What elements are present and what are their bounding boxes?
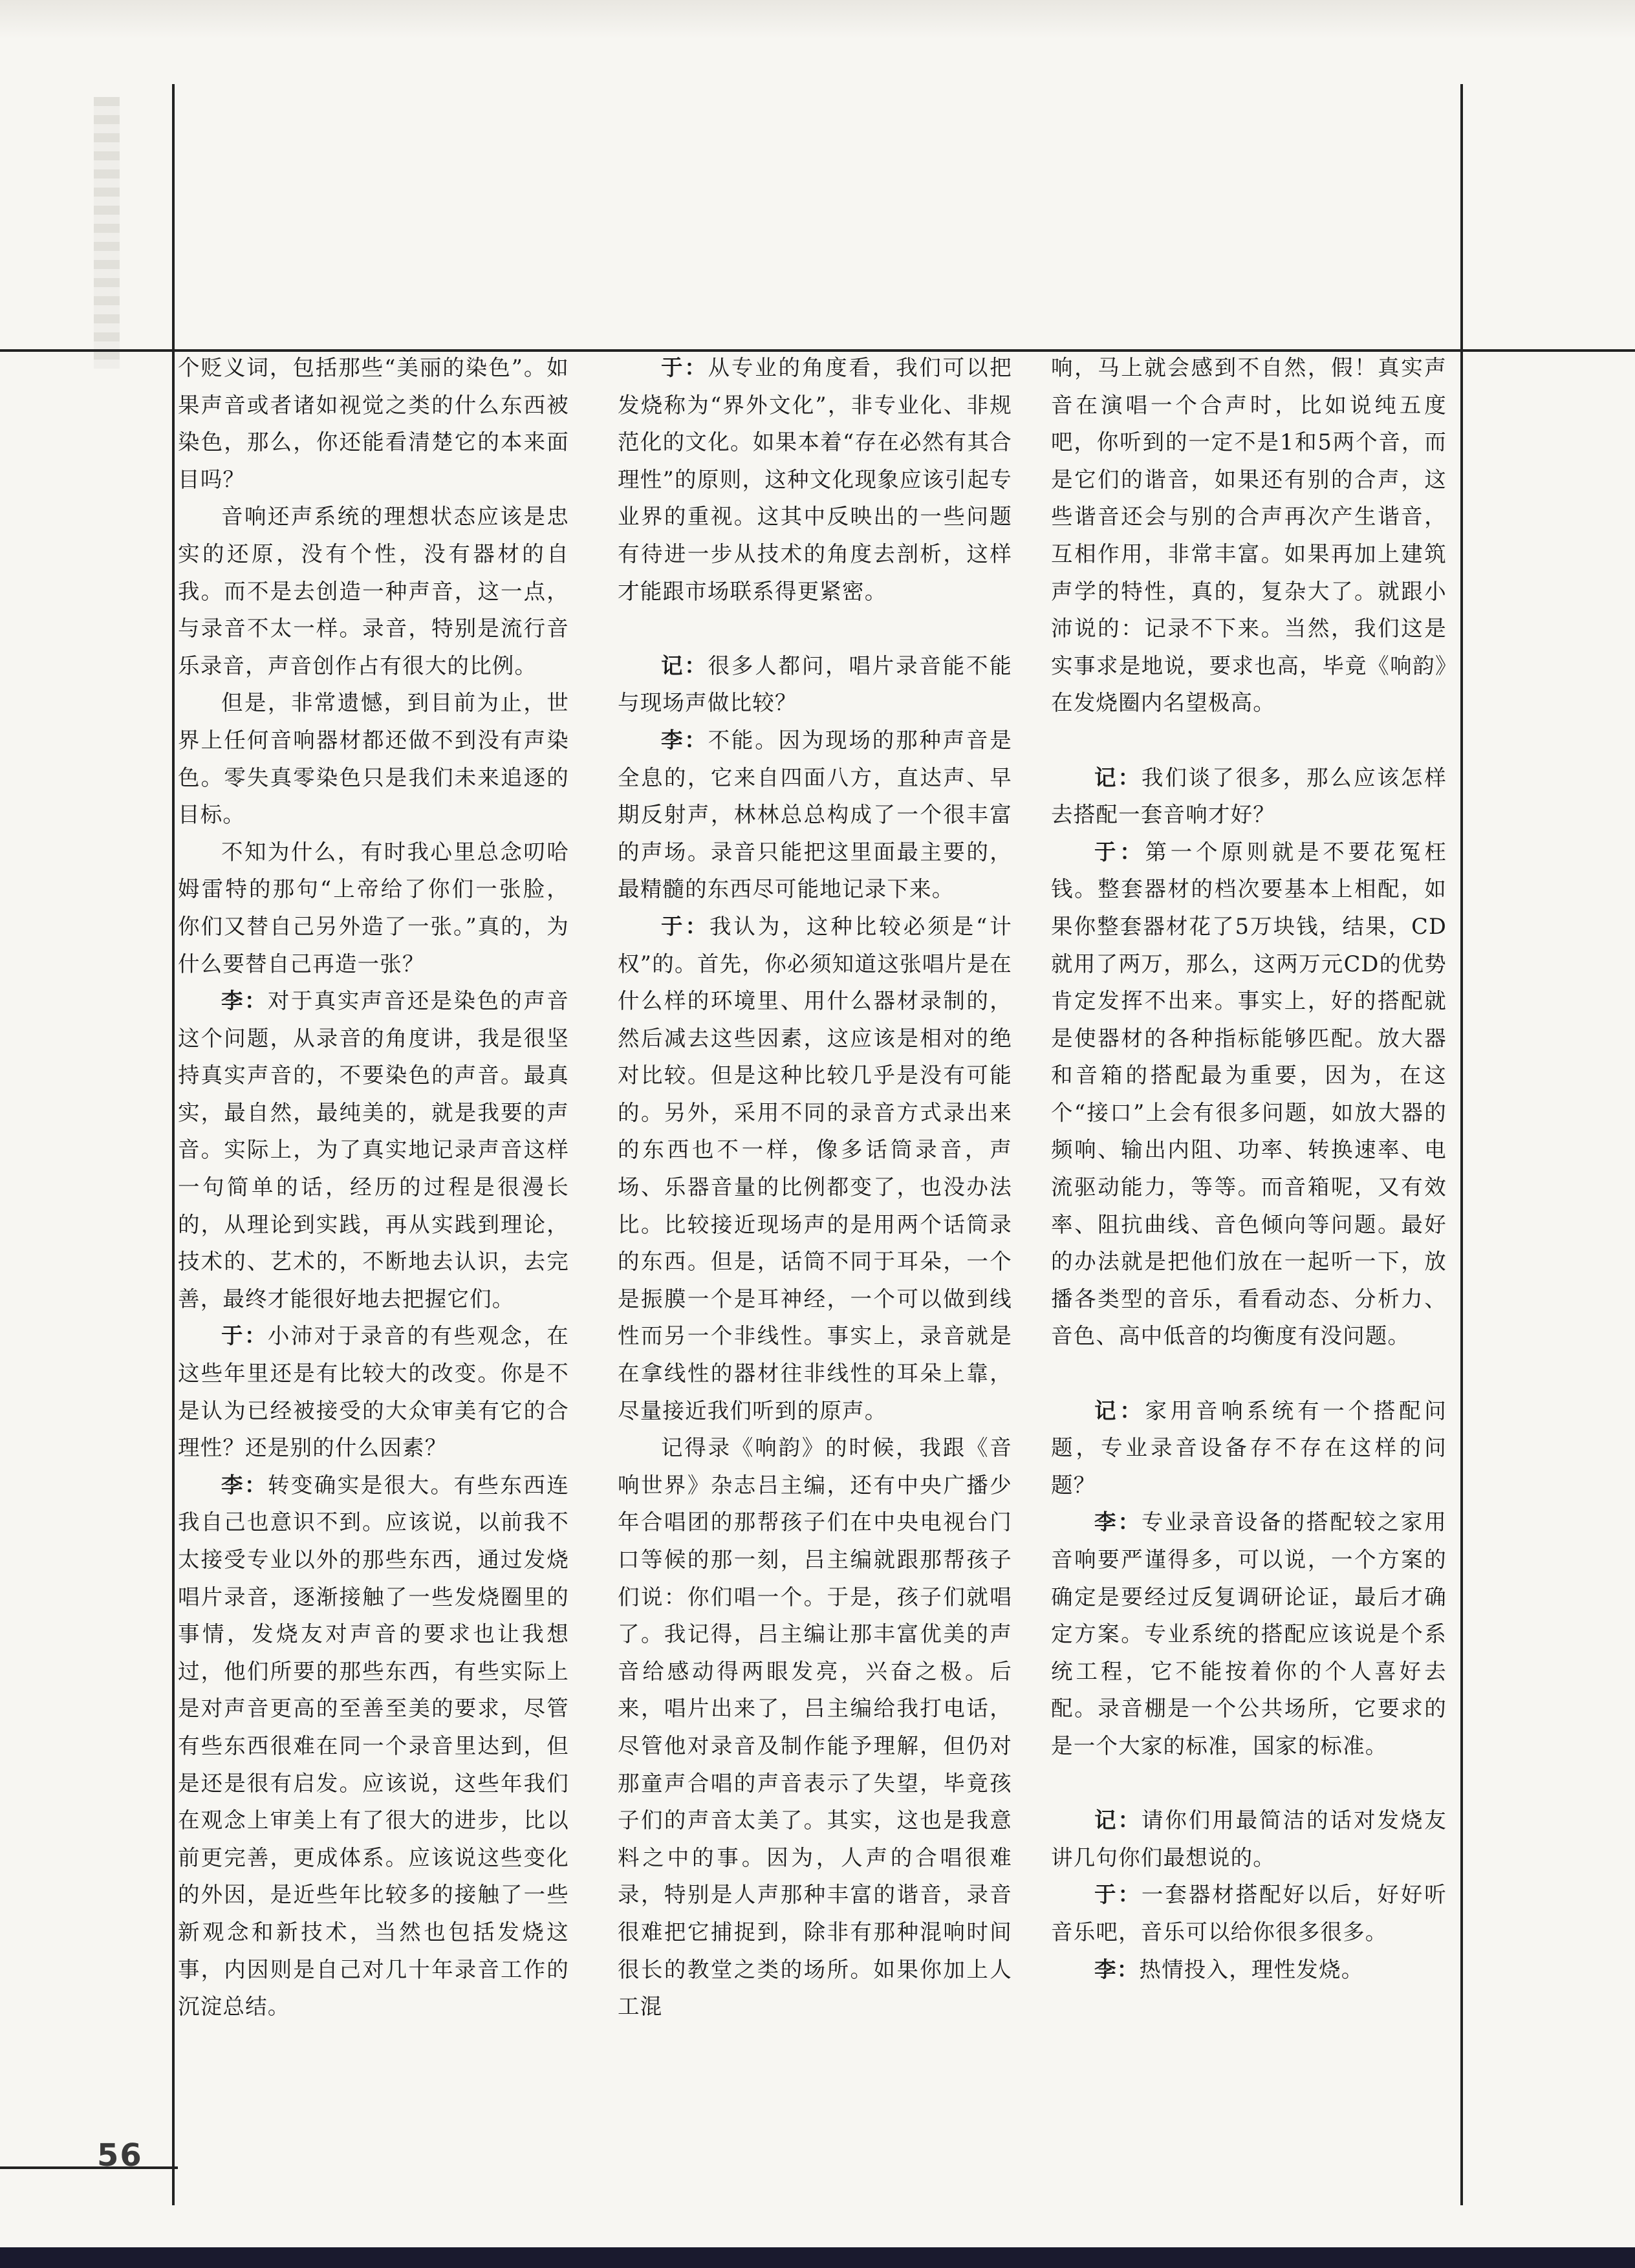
paragraph-text: 我认为，这种比较必须是“计权”的。首先，你必须知道这张唱片是在什么样的环境里、用什么器材录制的，然后减去这些因素，这应该是相对的绝对比较。但是这种比较几乎是没有可能的。另外，采用不同的录音方式录出来的东西也不一样，像多话筒录音，声场、乐器音量的比例都变了，也没办法比。比较接近现场声的是用两个话筒录的东西。但是，话筒不同于耳朵，一个是振膜一个是耳神经，一个可以做到线性而另一个非线性。事实上，录音就是在拿线性的器材往非线性的耳朵上靠，尽量接近我们听到的原声。 — [618, 913, 1012, 1423]
speaker-label: 于： — [1094, 839, 1145, 865]
speaker-label: 李： — [1094, 1956, 1140, 1982]
paragraph — [178, 349, 569, 498]
text-column-1 — [178, 349, 569, 2199]
paragraph-text: 个贬义词，包括那些“美丽的染色”。如果声音或者诸如视觉之类的什么东西被染色，那么，你还能看清楚它的本来面目吗？ — [178, 355, 569, 492]
paragraph-text: 一套器材搭配好以后，好好听音乐吧，音乐可以给你很多很多。 — [1051, 1882, 1447, 1945]
paragraph-text: 专业录音设备的搭配较之家用音响要严谨得多，可以说，一个方案的确定是要经过反复调研论证，最后才确定方案。专业系统的搭配应该说是个系统工程，它不能按着你的个人喜好去配。录音棚是一个公共场所，它要求的是一个大家的标准，国家的标准。 — [1051, 1509, 1447, 1758]
paragraph-text: 响，马上就会感到不自然，假！真实声音在演唱一个合声时，比如说纯五度吧，你听到的一定不是1和5两个音，而是它们的谐音，如果还有别的合声，这些谐音还会与别的合声再次产生谐音，互相作用，非常丰富。如果再加上建筑声学的特性，真的，复杂大了。就跟小沛说的：记录不下来。当然，我们这是实事求是地说，要求也高，毕竟《响韵》在发烧圈内名望极高。 — [1051, 355, 1447, 716]
text-column-3 — [1051, 349, 1447, 2199]
paragraph — [618, 722, 1012, 908]
paragraph-text: 不能。因为现场的那种声音是全息的，它来自四面八方，直达声、早期反射声，林林总总构成了一个很丰富的声场。录音只能把这里面最主要的，最精髓的东西尽可能地记录下来。 — [618, 727, 1012, 902]
speaker-label: 于： — [661, 913, 709, 939]
speaker-label: 李： — [221, 988, 268, 1014]
paragraph — [618, 1429, 1012, 2025]
left-margin-rule — [172, 84, 175, 2205]
paragraph-text: 第一个原则就是不要花冤枉钱。整套器材的档次要基本上相配，如果你整套器材花了5万块钱，结果，CD就用了两万，那么，这两万元CD的优势肯定发挥不出来。事实上，好的搭配就是使器材的各种指标能够匹配。放大器和音箱的搭配最为重要，因为，在这个“接口”上会有很多问题，如放大器的频响、输出内阻、功率、转换速率、电流驱动能力，等等。而音箱呢，又有效率、阻抗曲线、音色倾向等问题。最好的办法就是把他们放在一起听一下，放播各类型的音乐，看看动态、分析力、音色、高中低音的均衡度有没问题。 — [1051, 839, 1447, 1349]
paragraph — [618, 908, 1012, 1429]
paragraph-text: 转变确实是很大。有些东西连我自己也意识不到。应该说，以前我不太接受专业以外的那些东西，通过发烧唱片录音，逐渐接触了一些发烧圈里的事情，发烧友对声音的要求也让我想过，他们所要的那些东西，有些实际上是对声音更高的至善至美的要求，尽管有些东西很难在同一个录音里达到，但是还是很有启发。应该说，这些年我们在观念上审美上有了很大的进步，比以前更完善，更成体系。应该说这些变化的外因，是近些年比较多的接触了一些新观念和新技术，当然也包括发烧这事，内因则是自己对几十年录音工作的沉淀总结。 — [178, 1472, 569, 2020]
paragraph — [618, 349, 1012, 610]
paragraph-text: 很多人都问，唱片录音能不能与现场声做比较？ — [618, 653, 1012, 716]
paragraph-text: 小沛对于录音的有些观念，在这些年里还是有比较大的改变。你是不是认为已经被接受的大众审美有它的合理性？还是别的什么因素？ — [178, 1323, 569, 1461]
paragraph — [178, 1317, 569, 1466]
speaker-label: 于： — [661, 355, 708, 380]
speaker-label: 记： — [1094, 1398, 1145, 1423]
scan-top-edge — [0, 0, 1635, 39]
paragraph-text: 音响还声系统的理想状态应该是忠实的还原，没有个性，没有器材的自我。而不是去创造一种声音，这一点，与录音不太一样。录音，特别是流行音乐录音，声音创作占有很大的比例。 — [178, 504, 569, 678]
speaker-label: 记： — [1094, 764, 1142, 790]
paragraph — [1051, 759, 1447, 834]
paragraph-text: 家用音响系统有一个搭配问题，专业录音设备存不存在这样的问题？ — [1051, 1398, 1447, 1498]
scan-artifact-strip — [94, 97, 120, 369]
paragraph-text: 不知为什么，有时我心里总念叨哈姆雷特的那句“上帝给了你们一张脸，你们又替自己另外造了一张。”真的，为什么要替自己再造一张？ — [178, 839, 569, 977]
text-column-2 — [618, 349, 1012, 2199]
paragraph-text: 但是，非常遗憾，到目前为止，世界上任何音响器材都还做不到没有声染色。零失真零染色只是我们未来追逐的目标。 — [178, 690, 569, 828]
speaker-label: 李： — [221, 1472, 268, 1498]
page-number: 56 — [97, 2137, 143, 2174]
paragraph — [618, 647, 1012, 722]
paragraph — [178, 834, 569, 982]
paragraph — [1051, 1392, 1447, 1504]
paragraph-text: 从专业的角度看，我们可以把发烧称为“界外文化”，非专业化、非规范化的文化。如果本着“存在必然有其合理性”的原则，这种文化现象应该引起专业界的重视。这其中反映出的一些问题有待进一步从技术的角度去剖析，这样才能跟市场联系得更紧密。 — [618, 355, 1012, 604]
speaker-label: 于： — [1094, 1882, 1142, 1908]
scan-bottom-edge — [0, 2247, 1635, 2268]
paragraph — [178, 1467, 569, 2025]
speaker-label: 李： — [1094, 1509, 1142, 1535]
paragraph-text: 对于真实声音还是染色的声音这个问题，从录音的角度讲，我是很坚持真实声音的，不要染色的声音。最真实，最自然，最纯美的，就是我要的声音。实际上，为了真实地记录声音这样一句简单的话，经历的过程是很漫长的，从理论到实践，再从实践到理论，技术的、艺术的，不断地去认识，去完善，最终才能很好地去把握它们。 — [178, 988, 569, 1312]
paragraph — [1051, 834, 1447, 1355]
footer-rule — [0, 2166, 178, 2169]
paragraph-text: 热情投入，理性发烧。 — [1139, 1956, 1364, 1982]
paragraph — [178, 982, 569, 1317]
paragraph — [178, 684, 569, 833]
paragraph — [1051, 1876, 1447, 1950]
right-margin-rule — [1460, 84, 1463, 2205]
paragraph — [1051, 349, 1447, 722]
speaker-label: 记： — [661, 653, 708, 678]
speaker-label: 记： — [1094, 1808, 1142, 1833]
paragraph — [1051, 1504, 1447, 1764]
paragraph — [1051, 1951, 1447, 1989]
paragraph-text: 请你们用最简洁的话对发烧友讲几句你们最想说的。 — [1051, 1808, 1447, 1870]
paragraph-text: 我们谈了很多，那么应该怎样去搭配一套音响才好？ — [1051, 764, 1447, 828]
speaker-label: 于： — [221, 1323, 268, 1349]
paragraph-text: 记得录《响韵》的时候，我跟《音响世界》杂志吕主编，还有中央广播少年合唱团的那帮孩子们在中央电视台门口等候的那一刻，吕主编就跟那帮孩子们说：你们唱一个。于是，孩子们就唱了。我记得，吕主编让那丰富优美的声音给感动得两眼发亮，兴奋之极。后来，唱片出来了，吕主编给我打电话，尽管他对录音及制作能予理解，但仍对那童声合唱的声音表示了失望，毕竟孩子们的声音太美了。其实，这也是我意料之中的事。因为，人声的合唱很难录，特别是人声那种丰富的谐音，录音很难把它捕捉到，除非有那种混响时间很长的教堂之类的场所。如果你加上人工混 — [618, 1435, 1012, 2020]
speaker-label: 李： — [661, 727, 708, 753]
paragraph — [1051, 1802, 1447, 1876]
paragraph — [178, 498, 569, 684]
